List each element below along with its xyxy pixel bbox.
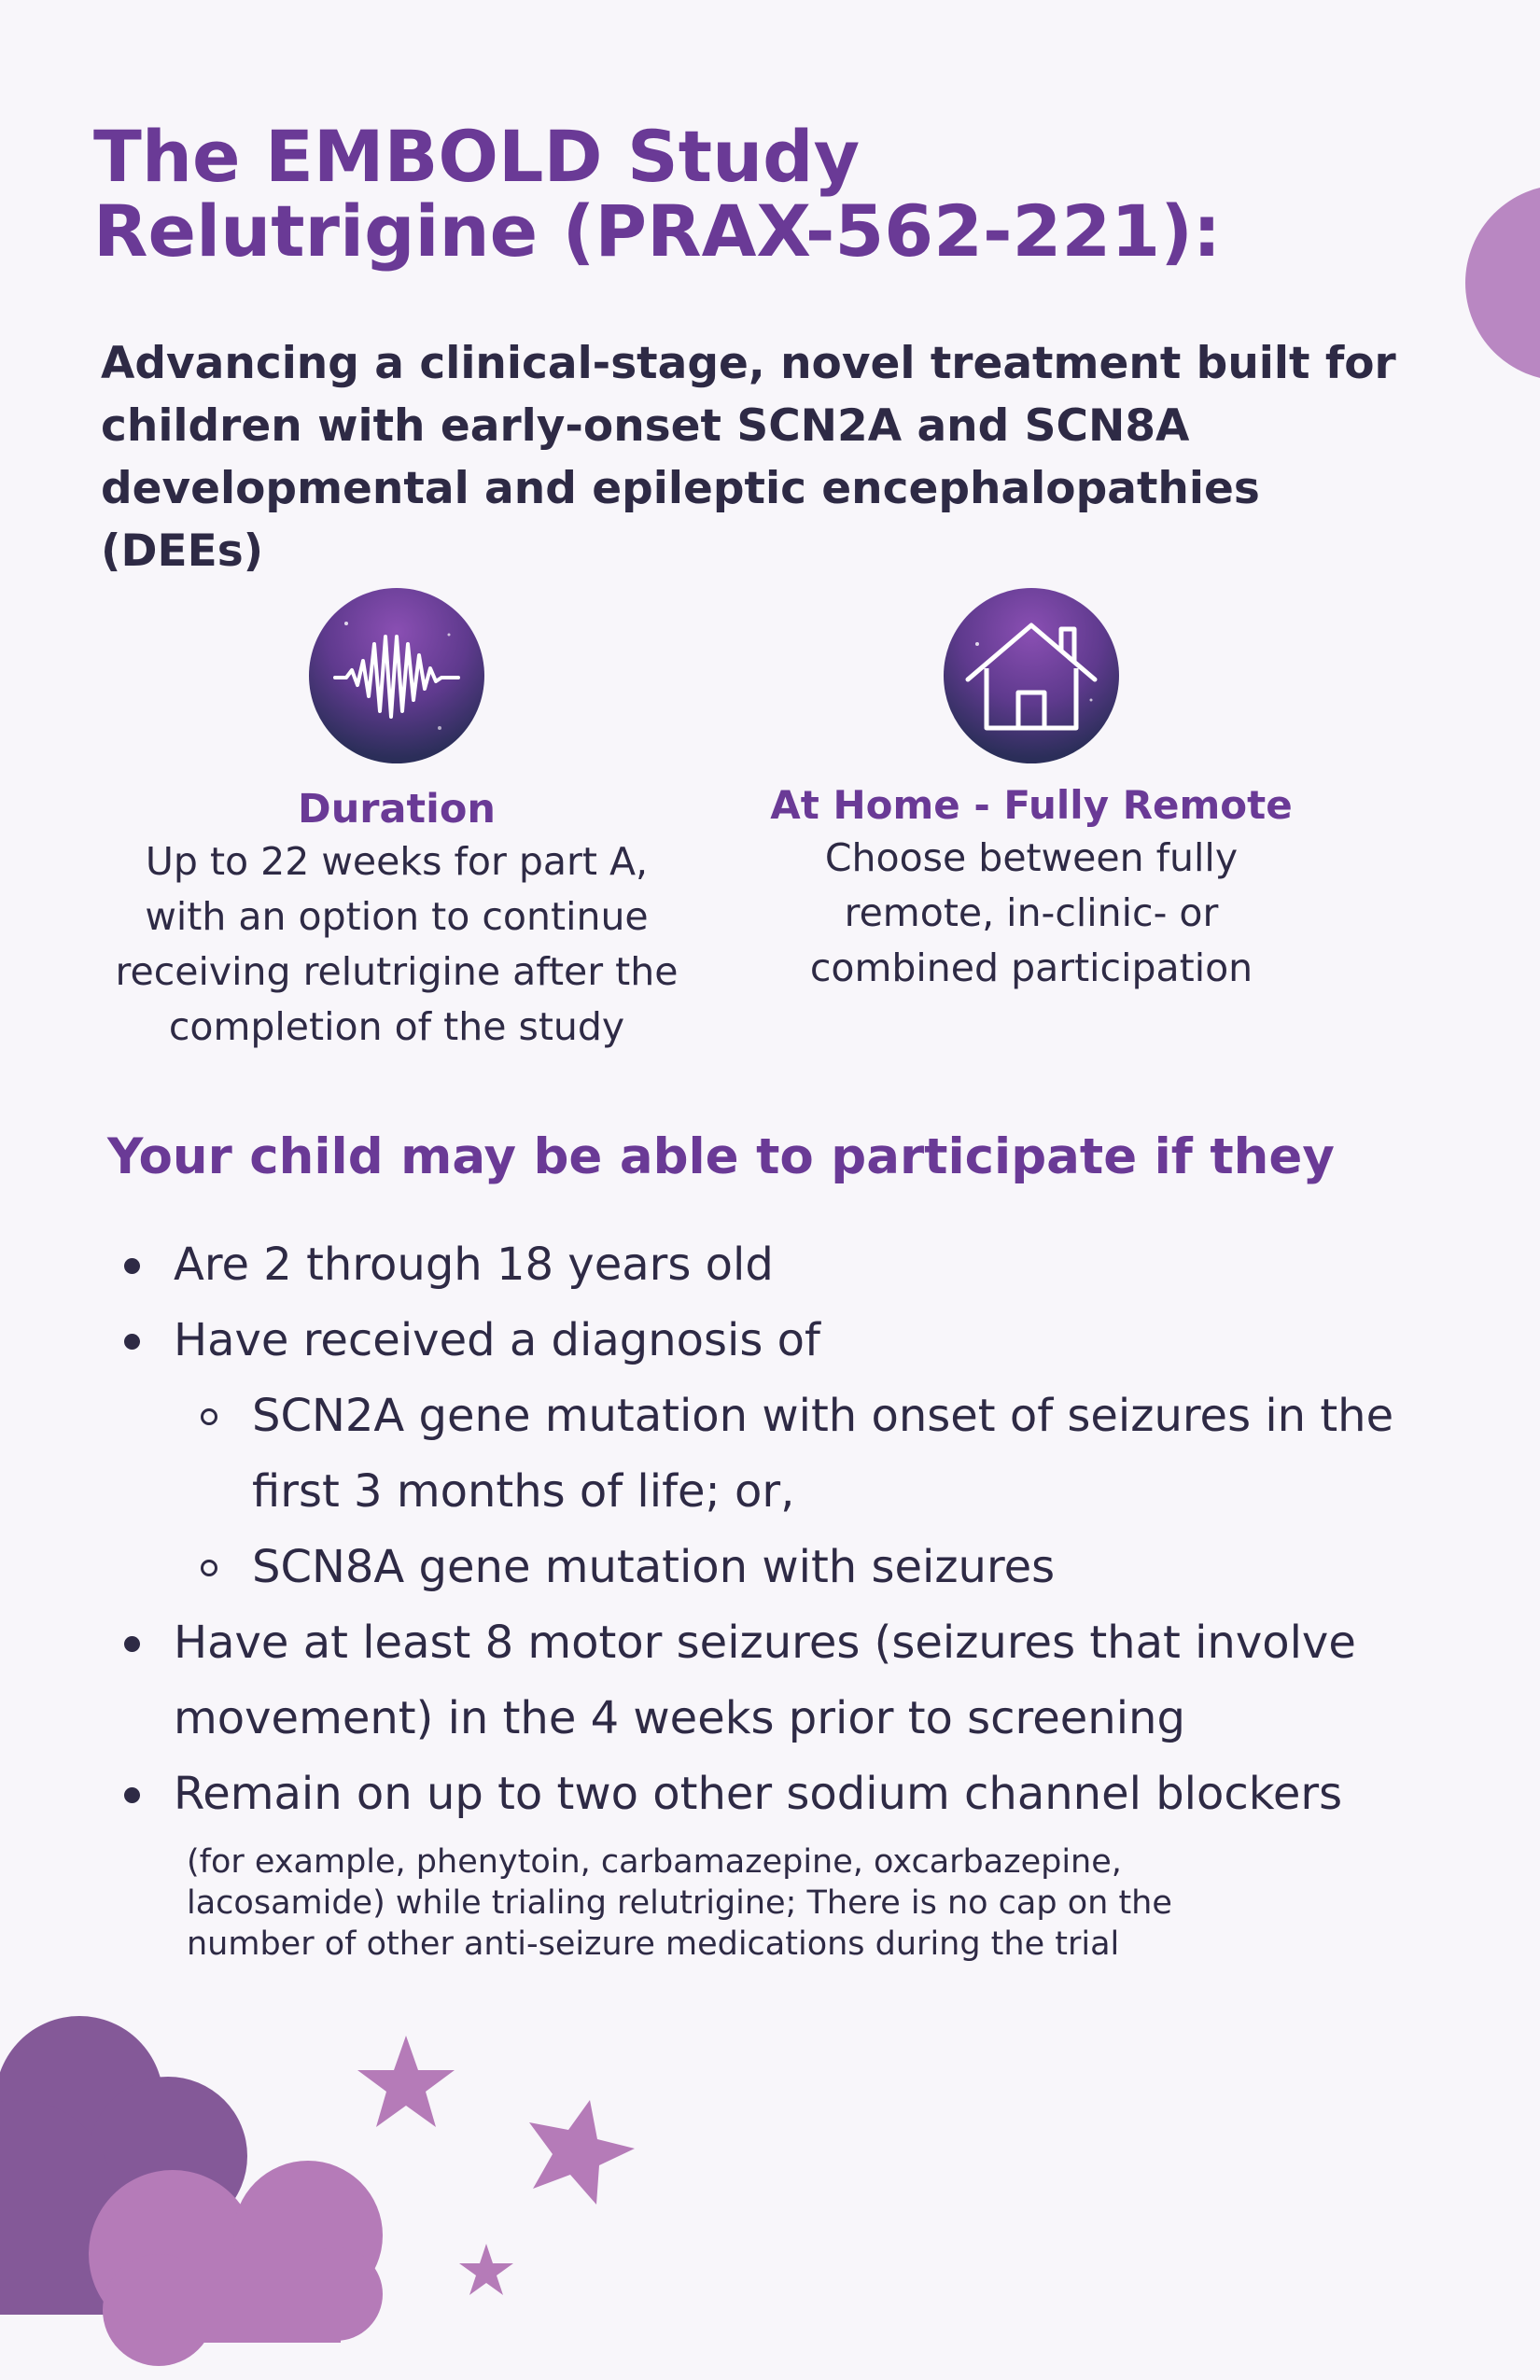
list-item	[0, 1757, 1540, 1832]
title-line: The EMBOLD Study	[93, 115, 861, 198]
subtitle-line: children with early-onset SCN2A and SCN8A	[101, 400, 1190, 452]
duration-description	[70, 834, 723, 1055]
sub-list-item	[0, 1530, 1540, 1605]
list-item	[0, 1303, 1540, 1379]
star-icon	[459, 2244, 513, 2295]
home-line: Choose between fully	[824, 835, 1239, 880]
duration-line: Up to 22 weeks for part A,	[145, 839, 649, 884]
page-title	[93, 115, 1307, 273]
home-title: At Home - Fully Remote	[770, 782, 1293, 828]
eligibility-heading: Your child may be able to participate if they	[107, 1128, 1335, 1185]
home-description	[728, 831, 1335, 996]
duration-line: completion of the study	[168, 1004, 625, 1049]
bullet-icon	[124, 1636, 140, 1652]
item-text: first 3 months of life; or,	[252, 1465, 795, 1518]
star-icon	[357, 2036, 455, 2127]
hollow-bullet-icon	[201, 1560, 217, 1576]
house-icon	[944, 588, 1119, 763]
item-text: Are 2 through 18 years old	[174, 1239, 774, 1291]
bullet-icon	[124, 1258, 140, 1274]
list-item	[0, 1227, 1540, 1303]
duration-line: with an option to continue	[145, 894, 649, 939]
item-text: Remain on up to two other sodium channel blockers	[174, 1768, 1343, 1820]
duration-feature	[70, 588, 723, 1055]
note-line: (for example, phenytoin, carbamazepine, oxcarbazepine,	[187, 1843, 1122, 1881]
subtitle	[101, 332, 1407, 582]
bullet-icon	[124, 1334, 140, 1350]
eligibility-list	[0, 1227, 1540, 1832]
bullet-icon	[124, 1787, 140, 1803]
home-line: combined participation	[809, 945, 1253, 990]
star-icon	[529, 2100, 635, 2205]
subtitle-line: developmental and epileptic encephalopathies (DEEs)	[101, 463, 1260, 577]
cloud-and-stars-illustration	[0, 1997, 709, 2380]
home-feature	[728, 588, 1335, 996]
title-line: Relutrigine (PRAX-562-221):	[93, 189, 1222, 273]
item-text: SCN2A gene mutation with onset of seizures in the	[252, 1390, 1394, 1442]
duration-line: receiving relutrigine after the	[115, 949, 679, 994]
note-line: number of other anti-seizure medications during the trial	[187, 1925, 1120, 1963]
list-item	[0, 1605, 1540, 1757]
sub-list-item	[0, 1379, 1540, 1530]
item-text: Have at least 8 motor seizures (seizures that involve	[174, 1617, 1356, 1669]
home-line: remote, in-clinic- or	[844, 890, 1219, 935]
duration-title: Duration	[298, 786, 496, 833]
hollow-bullet-icon	[201, 1408, 217, 1425]
item-text: SCN8A gene mutation with seizures	[252, 1541, 1056, 1593]
item-text: Have received a diagnosis of	[174, 1314, 820, 1366]
waveform-icon	[309, 588, 484, 763]
item-text: movement) in the 4 weeks prior to screening	[174, 1692, 1185, 1744]
subtitle-line: Advancing a clinical-stage, novel treatment built for	[101, 338, 1396, 389]
medication-note	[187, 1841, 1172, 1965]
note-line: lacosamide) while trialing relutrigine; There is no cap on the	[187, 1884, 1172, 1922]
decorative-circle	[1465, 185, 1540, 381]
